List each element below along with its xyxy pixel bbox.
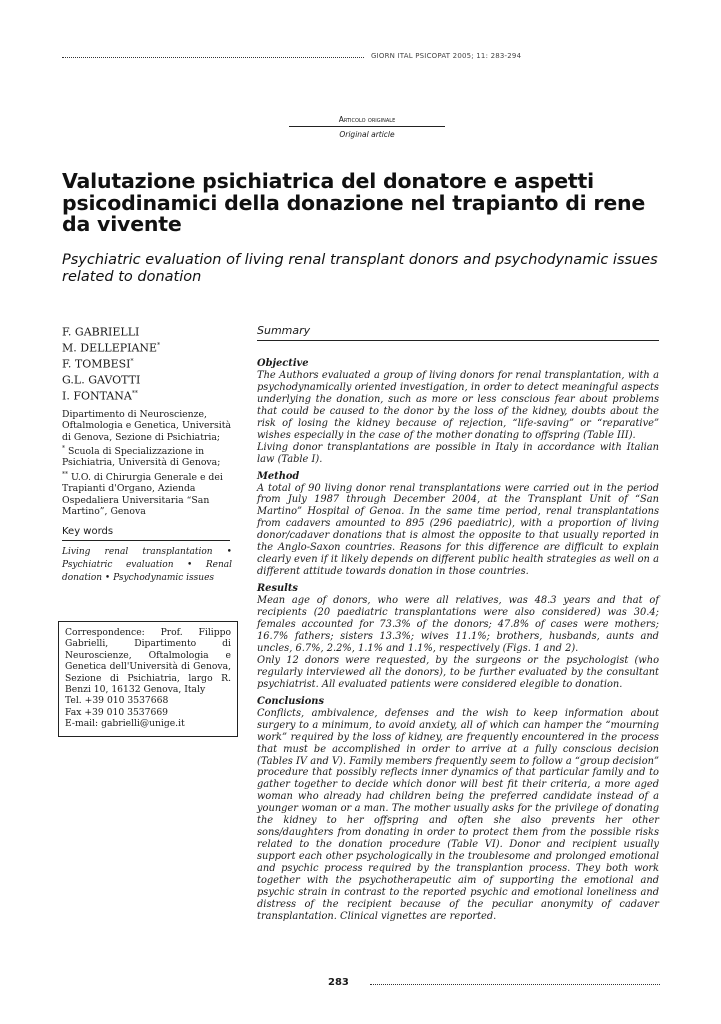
author: I. FONTANA** [62, 389, 138, 403]
section-title: Conclusions [257, 695, 324, 707]
summary-rule [257, 340, 659, 341]
affiliations: Dipartimento di Neuroscienze, Oftalmologia e Genetica, Università di Genova, Sezione di Psichiatria; * Scuola di Specializzazione in Psichiatria, Università di Genova; ** U.O. di Chirurgia Generale e dei Trapianti d'Organo, Azienda Ospedaliera Universitaria “San Martino”, Genova [62, 408, 231, 518]
author-column [62, 323, 234, 518]
correspondence-tel: Tel. +39 010 3537668 [65, 695, 169, 707]
author: M. DELLEPIANE* [62, 341, 161, 355]
keywords-rule [62, 540, 230, 541]
article-type [289, 115, 445, 139]
section-title: Method [257, 470, 300, 482]
correspondence-address: Correspondence: Prof. Filippo Gabrielli, Dipartimento di Neuroscienze, Oftalmologia e Genetica dell'Università di Genova, Sezione di Psichiatria, largo R. Benzi 10, 16132 Genova, Italy [65, 627, 231, 696]
section-paragraph: Living donor transplantations are possible in Italy in accordance with Italian law (Table I). [257, 441, 659, 465]
page-number: 283 [328, 977, 349, 988]
article-type-en: Original article [339, 130, 395, 139]
journal-reference: GIORN ITAL PSICOPAT 2005; 11: 283-294 [371, 52, 522, 60]
summary-body [257, 358, 659, 928]
author: F. GABRIELLI [62, 325, 140, 339]
summary-section-conclusions [257, 696, 659, 923]
section-title: Results [257, 583, 298, 595]
correspondence-fax: Fax +39 010 3537669 [65, 706, 169, 718]
correspondence-box [58, 621, 238, 737]
affiliation-main: Dipartimento di Neuroscienze, Oftalmologia e Genetica, Università di Genova, Sezione di Psichiatria; [62, 408, 231, 443]
summary-section-results [257, 583, 659, 691]
keywords-text: Living renal transplantation • Psychiatric evaluation • Renal donation • Psychodynamic issues [62, 547, 232, 583]
keywords-heading: Key words [62, 526, 114, 537]
section-paragraph: Mean age of donors, who were all relatives, was 48.3 years and that of recipients (20 paediatric transplantations were also considered) was 30.4; females accounted for 73.3% of the donors; 47.8% of cases were mothers; 16.7% fathers; sisters 13.3%; wives 11.1%; brothers, husbands, aunts and uncles, 6.7%, 2.2%, 1.1% and 1.1%, respectively (Figs. 1 and 2). [257, 595, 659, 654]
title-italian: Valutazione psichiatrica del donatore e aspetti psicodinamici della donazione nel trapianto di rene da vivente [62, 169, 646, 236]
summary-heading: Summary [257, 324, 311, 337]
section-title: Objective [257, 358, 309, 369]
author: F. TOMBESI* [62, 357, 134, 371]
section-paragraph: The Authors evaluated a group of living donors for renal transplantation, with a psychodynamically oriented investigation, in order to detect meaningful aspects underlying the donation, such as more or less conscious fear about problems that could be caused to the donor by the loss of the kidney, doubts about the risk of losing the kidney because of rejection, “life-saving” or “reparative” wishes especially in the case of the mother donating to offspring (Table III). [257, 369, 659, 441]
section-paragraph: Only 12 donors were requested, by the surgeons or the psychologist (who regularly interviewed all the donors), to be further evaluated by the consultant psychiatrist. All evaluated patients were considered elegible to donation. [257, 654, 659, 690]
summary-section-method [257, 471, 659, 579]
footer-dotted-rule [370, 984, 660, 985]
header-dotted-rule [62, 57, 364, 58]
section-paragraph: A total of 90 living donor renal transplantations were carried out in the period from July 1987 through December 2004, at the Transplant Unit of “San Martino” Hospital of Genoa. In the same time period, renal transplantations from cadavers amounted to 895 (296 paediatric), with a proportion of living donor/cadaver donations that is almost the opposite to that usually reported in the Anglo-Saxon countries. Reasons for this difference are difficult to explain clearly even if it likely depends on different public health strategies as well on a different attitude towards donation in those countries. [257, 482, 659, 578]
affiliation-star2: U.O. di Chirurgia Generale e dei Trapianti d'Organo, Azienda Ospedaliera Universitaria “San Martino”, Genova [62, 471, 223, 518]
correspondence-email[interactable]: E-mail: gabrielli@unige.it [65, 718, 185, 730]
author-list [62, 323, 234, 403]
section-paragraph: Conflicts, ambivalence, defenses and the wish to keep information about surgery to a minimum, to avoid anxiety, all of which can hamper the “mourning work” required by the loss of kidney, are frequently encountered in the process that must be accomplished in order to arrive at a fully conscious decision (Tables IV and V). Family members frequently seem to follow a “group decision” procedure that possibly reflects inner dynamics of that particular family and to gather together to decide which donor will best fit their criteria, a more aged woman who already had children being the preferred candidate instead of a younger woman or a man. The mother usually asks for the privilege of donating the kidney to her offspring and often she also prevents her other sons/daughters from donating in order to protect them from the possible risks related to the donation procedure (Table VI). Donor and recipient usually support each other psychologically in the troublesome and prolonged emotional and psychic process required by the transplantion process. They both work together with the psychotherapeutic aim of supporting the emotional and psychic strain in contrast to the reported psychic and emotional loneliness and distress of the recipient because of the peculiar anonymity of cadaver transplantation. Clinical vignettes are reported. [257, 707, 659, 922]
summary-section-objective [257, 358, 659, 466]
article-type-it: Articolo originale [289, 115, 445, 127]
author: G.L. GAVOTTI [62, 373, 141, 387]
title-english: Psychiatric evaluation of living renal transplant donors and psychodynamic issues related to donation [62, 252, 658, 285]
affiliation-star1: Scuola di Specializzazione in Psichiatria, Università di Genova; [62, 446, 221, 469]
